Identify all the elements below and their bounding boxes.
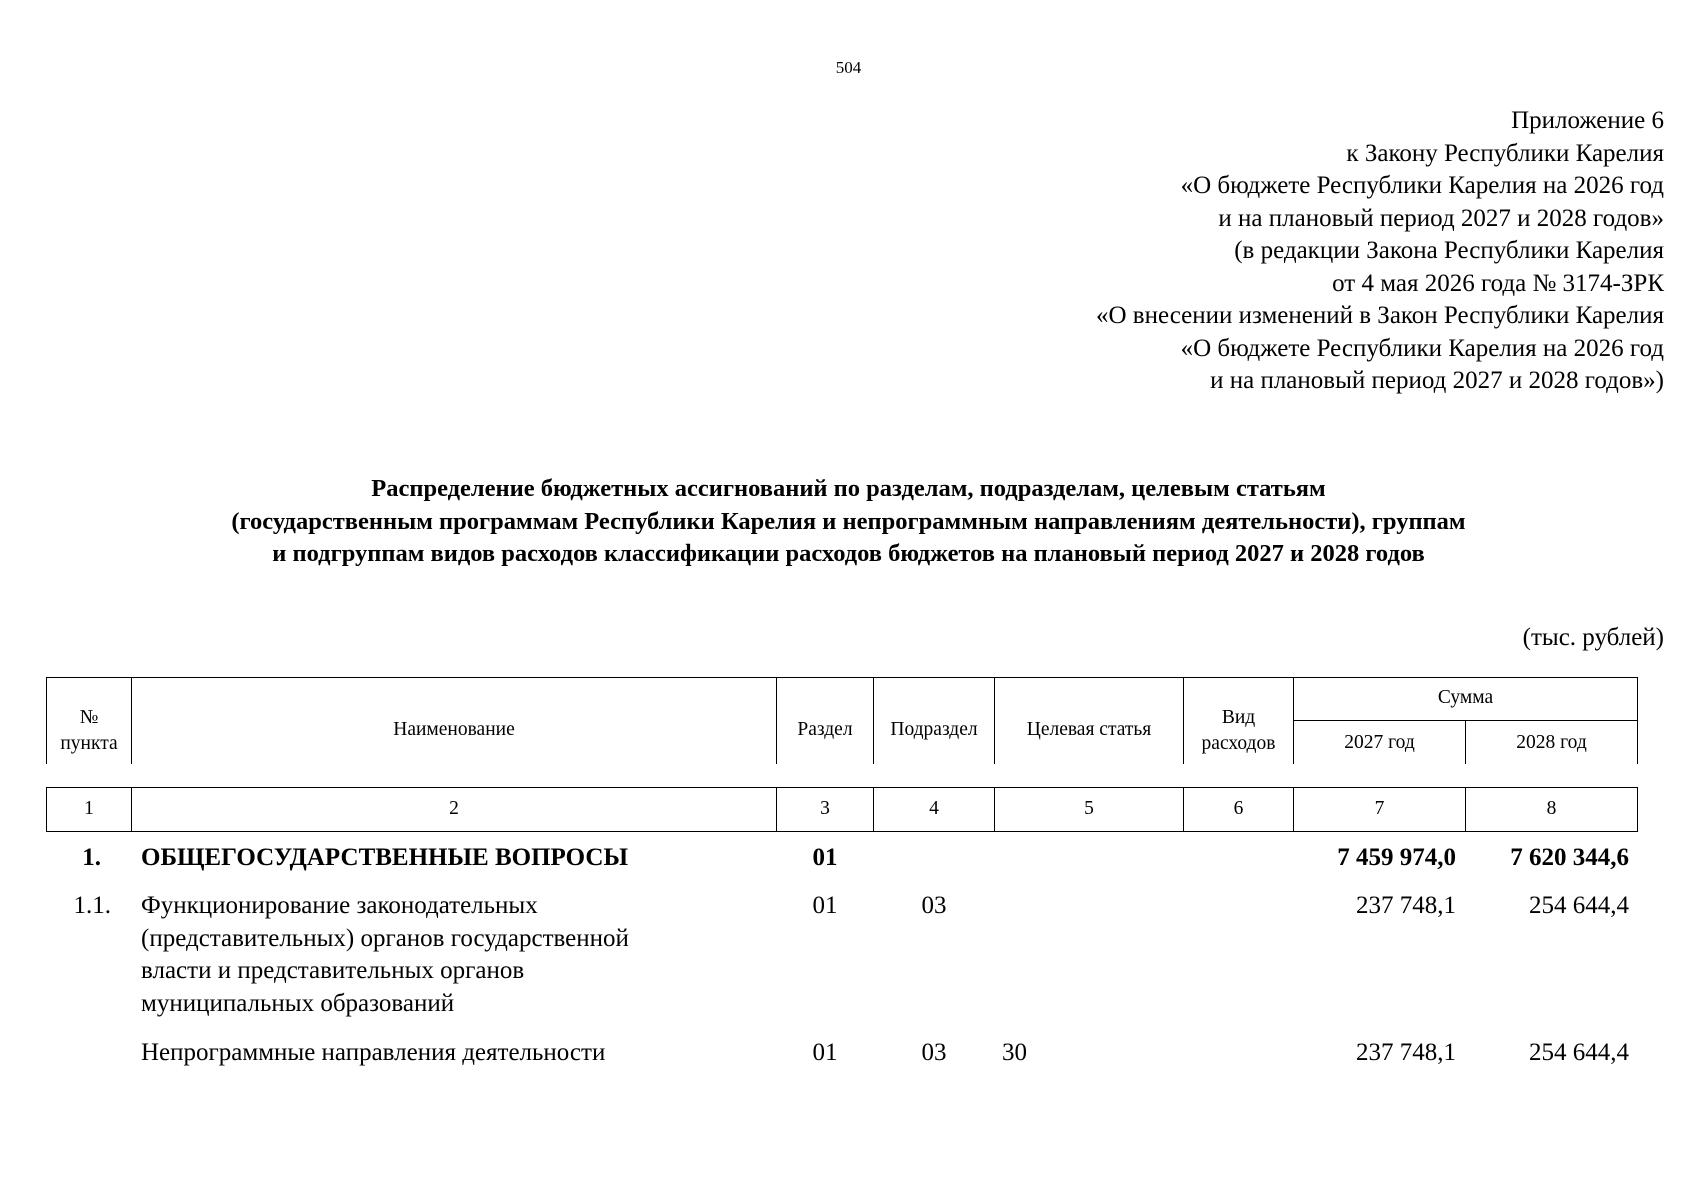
row-name-line: муниципальных образований [141, 989, 455, 1017]
row-sum-2027: 7 459 974,0 [1337, 844, 1456, 871]
row-name: Непрограммные направления деятельности [141, 1039, 606, 1066]
appendix-line: «О внесении изменений в Закон Республики Карелия [1095, 302, 1664, 329]
header-type-line2: расходов [1201, 733, 1276, 754]
header-sum: Сумма [1437, 687, 1494, 708]
col-numbers-bottom [46, 831, 1638, 832]
header-subsection: Подраздел [890, 719, 978, 740]
appendix-line: к Закону Республики Карелия [1346, 139, 1664, 167]
row-target: 30 [1002, 1039, 1027, 1066]
page-number: 504 [835, 58, 862, 77]
row-sum-2027: 237 748,1 [1356, 1039, 1456, 1066]
col-number: 5 [1084, 798, 1094, 819]
header-num-line1: № [79, 707, 99, 728]
appendix-line: и на плановый период 2027 и 2028 годов» [1218, 204, 1664, 232]
header-num [46, 705, 132, 757]
row-subsection: 03 [921, 1039, 947, 1066]
row-num: 1. [82, 844, 101, 871]
row-subsection: 03 [921, 892, 947, 919]
appendix-line: «О бюджете Республики Карелия на 2026 год [1180, 172, 1664, 199]
col-number: 3 [820, 798, 830, 819]
title-line: Распределение бюджетных ассигнований по разделам, подразделам, целевым статьям [371, 475, 1326, 502]
row-sum-2028: 7 620 344,6 [1510, 844, 1629, 871]
col-number: 7 [1374, 798, 1385, 819]
appendix-header [764, 105, 1664, 398]
header-type-line1: Вид [1221, 707, 1256, 728]
header-num-line2: пункта [60, 733, 118, 754]
document-title [0, 473, 1697, 571]
header-2027: 2027 год [1344, 732, 1415, 753]
header-section: Раздел [797, 719, 853, 740]
row-name-line: Функционирование законодательных [141, 892, 538, 919]
row-name-line: (представительных) органов государственной [141, 924, 629, 952]
col-number: 2 [449, 798, 459, 819]
row-section: 01 [812, 844, 838, 871]
header-2028: 2028 год [1516, 732, 1587, 753]
header-name: Наименование [393, 719, 515, 740]
title-line: и подгруппам видов расходов классификации расходов бюджетов на плановый период 2027 и 2028 годов [272, 540, 1425, 567]
header-type [1183, 705, 1294, 757]
appendix-line: от 4 мая 2026 года № 3174-ЗРК [1332, 269, 1664, 297]
row-sum-2027: 237 748,1 [1356, 892, 1456, 919]
row-name: ОБЩЕГОСУДАРСТВЕННЫЕ ВОПРОСЫ [141, 844, 628, 871]
table-border-top [46, 677, 1638, 678]
col-number: 4 [929, 798, 939, 819]
row-sum-2028: 254 644,4 [1529, 892, 1629, 919]
row-sum-2028: 254 644,4 [1529, 1039, 1629, 1066]
row-section: 01 [812, 892, 838, 919]
col-numbers-top [46, 787, 1638, 788]
row-name-line: власти и представительных органов [141, 957, 525, 984]
header-target: Целевая статья [1026, 719, 1152, 740]
appendix-line: (в редакции Закона Республики Карелия [1234, 237, 1664, 264]
appendix-line: Приложение 6 [1511, 107, 1664, 134]
appendix-line: «О бюджете Республики Карелия на 2026 год [1180, 334, 1664, 362]
appendix-line: и на плановый период 2027 и 2028 годов») [1210, 367, 1664, 394]
col-number: 1 [84, 798, 94, 819]
col-number: 6 [1233, 798, 1244, 819]
row-section: 01 [812, 1039, 838, 1066]
title-line: (государственным программам Республики Карелия и непрограммным направлениям деятельности), группам [231, 507, 1466, 535]
units-label: (тыс. рублей) [1522, 624, 1664, 651]
row-num: 1.1. [73, 892, 111, 919]
col-number: 8 [1546, 798, 1557, 819]
